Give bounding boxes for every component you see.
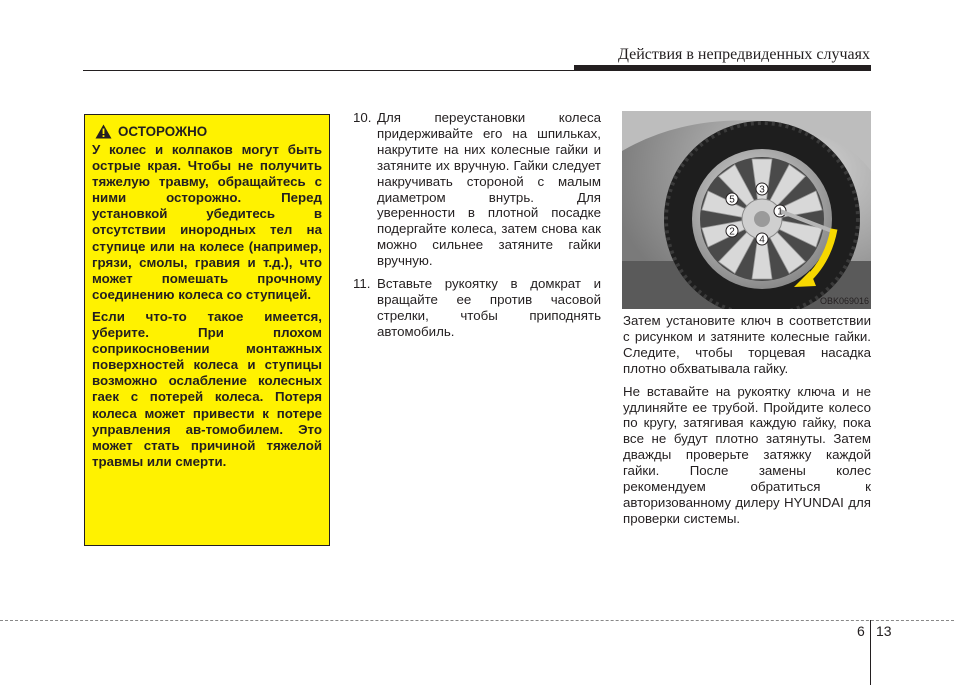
page-header-title: Действия в непредвиденных случаях	[618, 46, 870, 63]
right-paragraph-1: Затем установите ключ в соответствии с рисунком и затяните колесные гайки. Следите, чтобы торцевая насадка плотно обхватывала гайку.	[623, 313, 871, 376]
list-item	[353, 276, 601, 340]
nut-label: 3	[759, 184, 765, 196]
caution-box	[84, 114, 330, 546]
footer-rule	[0, 620, 954, 621]
nut-label: 5	[729, 194, 735, 206]
warning-triangle-icon	[95, 124, 112, 139]
nut-label: 4	[759, 234, 765, 246]
page-number-separator	[870, 620, 871, 685]
header-rule	[83, 70, 871, 71]
step-text: Для переустановки колеса придерживайте его на шпильках, накрутите на них колесные гайки и затяните их вручную. Гайки следует накручивать стороной с малым диаметром внутрь. Для уверенности в плотной посадке подергайте колеса, затем снова как можно сильнее затяните гайки вручную.	[377, 110, 601, 269]
nut-label: 2	[729, 226, 735, 238]
right-column-text	[623, 313, 871, 534]
chapter-number: 6	[857, 623, 865, 639]
step-number: 11.	[353, 276, 371, 292]
right-paragraph-2: Не вставайте на рукоятку ключа и не удлиняйте ее трубой. Пройдите колесо по кругу, затягивая каждую гайку, пока все не будут плотно затянуты. Затем дважды проверьте затяжку каждой гайки. После замены колес рекомендуем обратиться к авторизованному дилеру HYUNDAI для проверки системы.	[623, 383, 871, 526]
wheel-illustration	[622, 111, 871, 309]
figure-code: OBK069016	[819, 296, 869, 306]
page-number: 13	[876, 623, 892, 639]
steps-list	[353, 110, 601, 347]
step-text: Вставьте рукоятку в домкрат и вращайте ее против часовой стрелки, чтобы приподнять автомобиль.	[377, 276, 601, 339]
caution-heading	[95, 124, 322, 139]
wheel-figure	[622, 111, 871, 309]
caution-paragraph-2: Если что-то такое имеется, уберите. При плохом соприкосновении монтажных поверхностей колеса и ступицы возможно ослабление колесных гаек с потерей колеса. Потеря колеса может привести к потере управления ав-томобилем. Это может стать причиной тяжелой травмы или смерти.	[92, 308, 322, 469]
step-number: 10.	[353, 110, 372, 125]
nut-label: 1	[777, 206, 783, 218]
caution-paragraph-1: У колес и колпаков могут быть острые края. Чтобы не получить тяжелую травму, обращайтесь с ними осторожно. Перед установкой убедитесь в отсутствии инородных тел на ступице или на колесе (например, грязи, смолы, гравия и т.д.), что может помешать прочному соединению колеса со ступицей.	[92, 142, 322, 302]
list-item	[353, 110, 601, 269]
caution-title: ОСТОРОЖНО	[118, 124, 208, 139]
